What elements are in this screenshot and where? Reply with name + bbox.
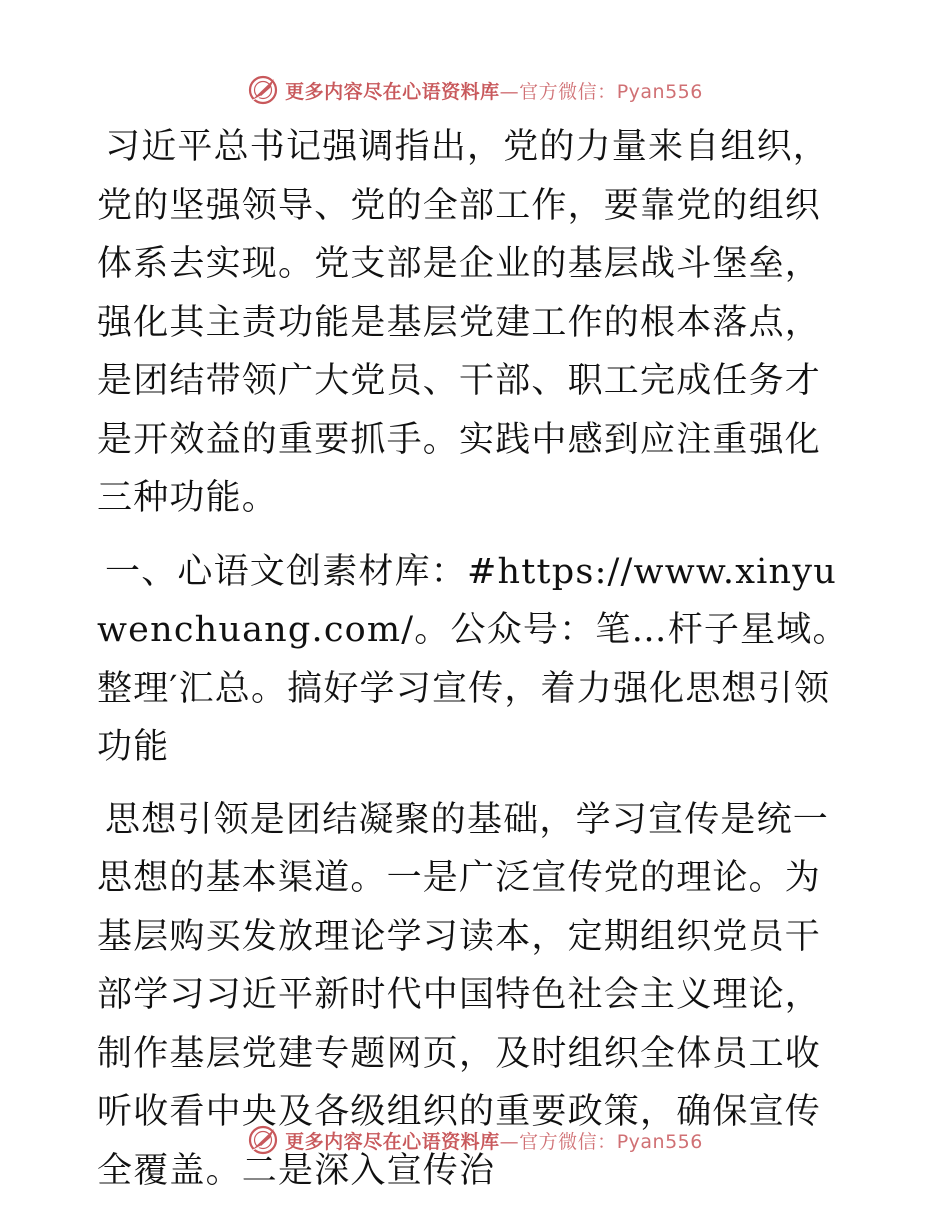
paragraph-section-one: 思想引领是团结凝聚的基础，学习宣传是统一思想的基本渠道。一是广泛宣传党的理论。为基层购买发放理论学习读本，定期组织党员干部学习习近平新时代中国特色社会主义理论，制作基层党建专题网页，及时组织全体员工收听收看中央及各级组织的重要政策，确保宣传全覆盖。二是深入宣传治 bbox=[97, 799, 830, 1191]
banner-sub-text: 官方微信： bbox=[519, 1130, 617, 1153]
footer-watermark-banner bbox=[0, 1120, 950, 1160]
header-watermark-banner bbox=[0, 70, 950, 110]
banner-sub-text: 官方微信： bbox=[519, 80, 617, 103]
quill-seal-icon bbox=[247, 1124, 279, 1156]
quill-seal-icon bbox=[247, 74, 279, 106]
document-body bbox=[97, 118, 857, 1200]
banner-text bbox=[285, 77, 703, 104]
banner-dash: — bbox=[499, 1130, 520, 1153]
banner-text bbox=[285, 1127, 703, 1154]
banner-wechat-id: Pyan556 bbox=[616, 1130, 703, 1153]
paragraph-intro: 习近平总书记强调指出，党的力量来自组织，党的坚强领导、党的全部工作，要靠党的组织体系去实现。党支部是企业的基层战斗堡垒，强化其主责功能是基层党建工作的根本落点，是团结带领广大党员、干部、职工完成任务才是开效益的重要抓手。实践中感到应注重强化三种功能。 bbox=[97, 127, 830, 518]
banner-wechat-id: Pyan556 bbox=[616, 80, 703, 103]
banner-main-text: 更多内容尽在心语资料库 bbox=[285, 1130, 500, 1153]
section-heading-one: 一、心语文创素材库：#https://www.xinyuwenchuang.com/。公众号：笔…杆子星域。整理′汇总。搞好学习宣传，着力强化思想引领功能 bbox=[97, 551, 849, 767]
banner-dash: — bbox=[499, 80, 520, 103]
banner-main-text: 更多内容尽在心语资料库 bbox=[285, 80, 500, 103]
